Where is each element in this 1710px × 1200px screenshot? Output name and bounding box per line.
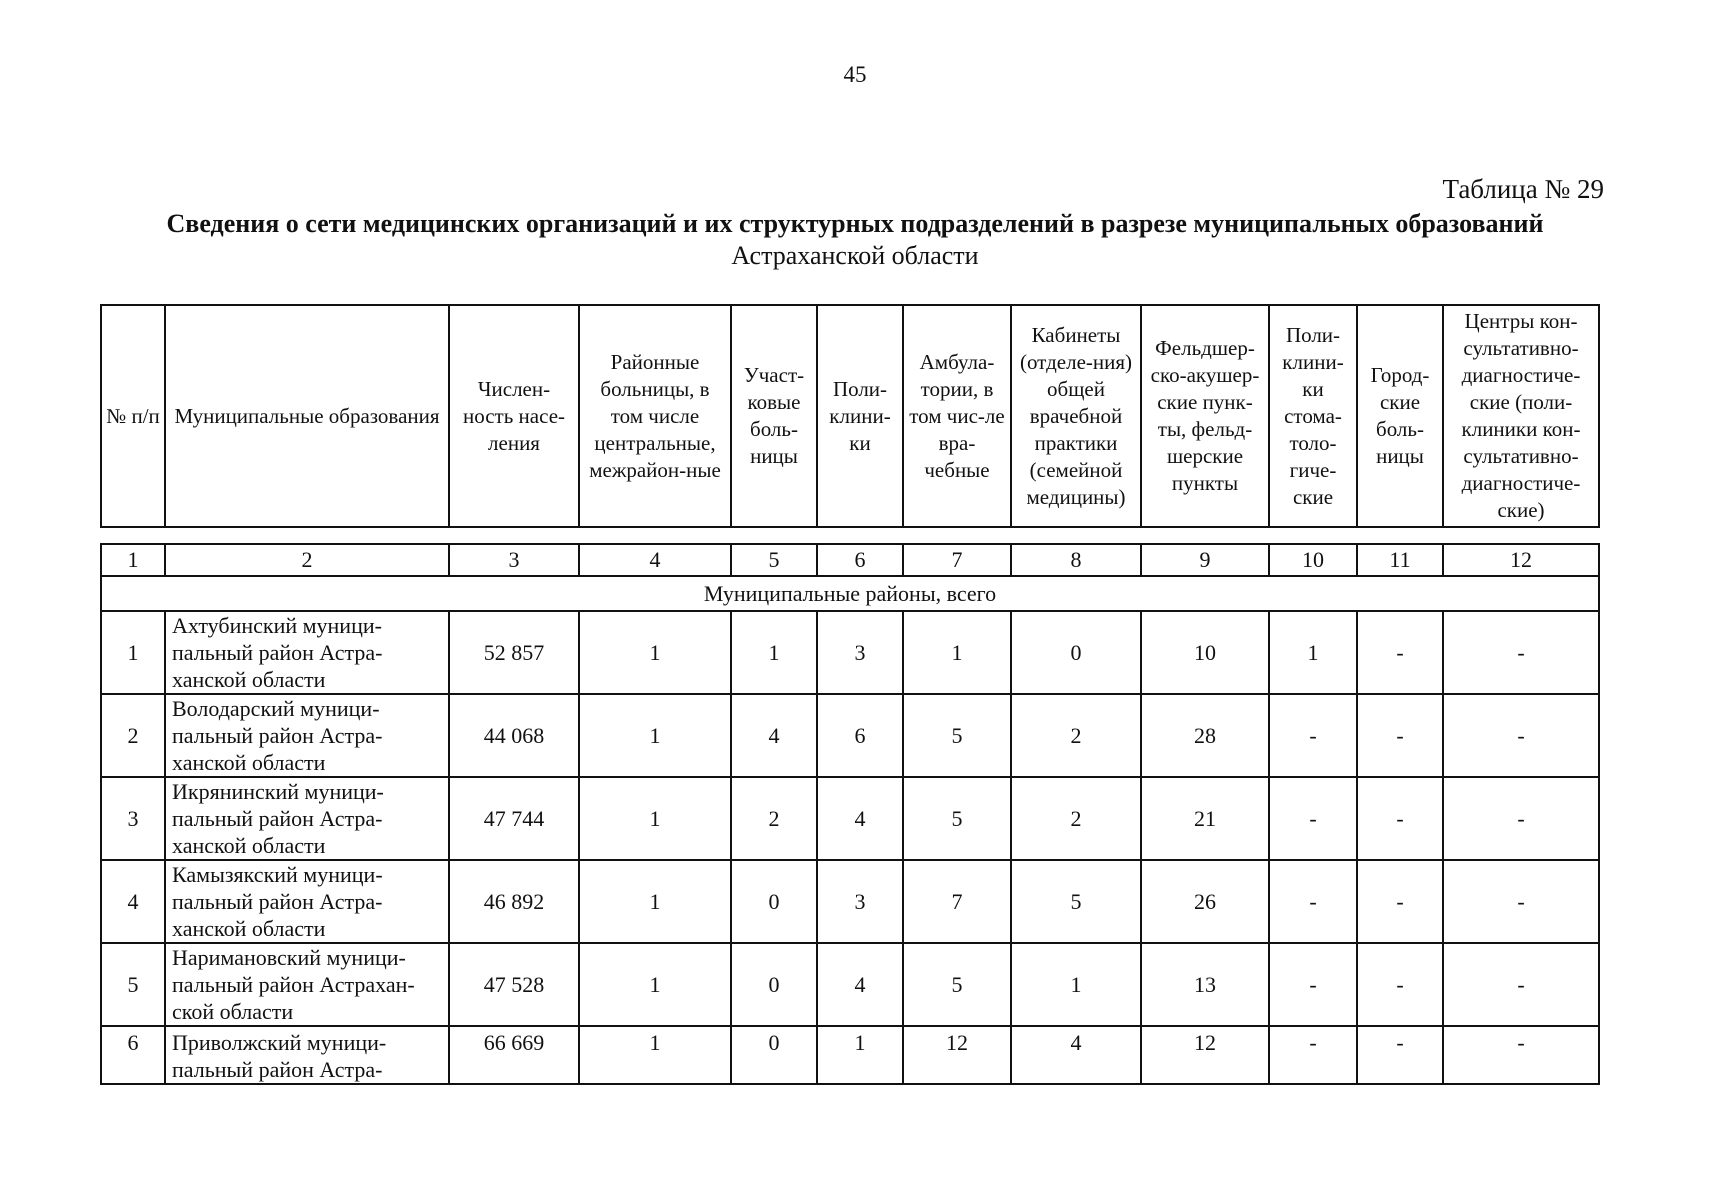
header-cell: Фельдшер-ско-акушер-ские пунк-ты, фельд-шерские пункты: [1141, 305, 1269, 527]
table-cell: 21: [1141, 777, 1269, 860]
table-row: [101, 694, 1599, 777]
section-row: [101, 576, 1599, 611]
table-cell: -: [1269, 1026, 1357, 1084]
table-cell: 10: [1141, 611, 1269, 694]
table-cell: 44 068: [449, 694, 579, 777]
table-cell: 0: [731, 943, 817, 1026]
table-cell: 26: [1141, 860, 1269, 943]
table-cell: 3: [817, 860, 903, 943]
header-cell: Поли-клини-ки стома-толо-гиче-ские: [1269, 305, 1357, 527]
table-cell: 0: [731, 860, 817, 943]
table-cell: 1: [731, 611, 817, 694]
data-table: [100, 543, 1600, 1085]
table-cell: 4: [101, 860, 165, 943]
table-cell: -: [1357, 1026, 1443, 1084]
table-cell: 1: [903, 611, 1011, 694]
municipality-name: Наримановский муници-пальный район Астрахан-ской области: [165, 943, 449, 1026]
table-cell: 47 528: [449, 943, 579, 1026]
column-number: 6: [817, 544, 903, 576]
column-number: 2: [165, 544, 449, 576]
table-cell: 12: [1141, 1026, 1269, 1084]
table-cell: 6: [817, 694, 903, 777]
municipality-name: Приволжский муници-пальный район Астра-: [165, 1026, 449, 1084]
table-cell: -: [1443, 611, 1599, 694]
table-cell: 6: [101, 1026, 165, 1084]
table-cell: 13: [1141, 943, 1269, 1026]
table-cell: 1: [579, 1026, 731, 1084]
column-number: 7: [903, 544, 1011, 576]
table-cell: -: [1443, 694, 1599, 777]
table-cell: 4: [817, 777, 903, 860]
table-cell: -: [1443, 943, 1599, 1026]
table-label: Таблица № 29: [1442, 174, 1604, 204]
table-cell: 2: [731, 777, 817, 860]
header-cell: Кабинеты (отделе-ния) общей врачебной практики (семейной медицины): [1011, 305, 1141, 527]
table-cell: 1: [579, 611, 731, 694]
table-cell: -: [1443, 777, 1599, 860]
table-row: [101, 1026, 1599, 1084]
column-number: 9: [1141, 544, 1269, 576]
header-cell: Муниципальные образования: [165, 305, 449, 527]
header-cell: Районные больницы, в том числе центральные, межрайон-ные: [579, 305, 731, 527]
table-cell: -: [1357, 694, 1443, 777]
table-cell: 0: [731, 1026, 817, 1084]
table-cell: 4: [817, 943, 903, 1026]
table-cell: -: [1357, 943, 1443, 1026]
column-number: 10: [1269, 544, 1357, 576]
column-number: 5: [731, 544, 817, 576]
table-cell: 1: [1011, 943, 1141, 1026]
title-line-2: Астраханской области: [731, 241, 979, 270]
column-number: 3: [449, 544, 579, 576]
table-cell: 1: [579, 694, 731, 777]
table-cell: 3: [101, 777, 165, 860]
table-cell: -: [1269, 943, 1357, 1026]
table-cell: 2: [1011, 694, 1141, 777]
table-cell: 3: [817, 611, 903, 694]
table-cell: -: [1357, 777, 1443, 860]
column-number: 8: [1011, 544, 1141, 576]
table-cell: 2: [101, 694, 165, 777]
table-cell: -: [1269, 694, 1357, 777]
table-cell: 0: [1011, 611, 1141, 694]
table-row: [101, 611, 1599, 694]
municipality-name: Ахтубинский муници-пальный район Астра-ханской области: [165, 611, 449, 694]
header-cell: Город-ские боль-ницы: [1357, 305, 1443, 527]
table-cell: 5: [101, 943, 165, 1026]
table-cell: -: [1269, 777, 1357, 860]
document-title: [120, 208, 1590, 272]
title-line-1: Сведения о сети медицинских организаций и их структурных подразделений в разрезе муниципальных образований: [166, 209, 1544, 238]
table-cell: -: [1269, 860, 1357, 943]
table-cell: 1: [579, 943, 731, 1026]
table-cell: 28: [1141, 694, 1269, 777]
table-cell: 4: [731, 694, 817, 777]
table-cell: -: [1443, 1026, 1599, 1084]
table-cell: 4: [1011, 1026, 1141, 1084]
table-row: [101, 943, 1599, 1026]
table-cell: 5: [903, 777, 1011, 860]
table-cell: 7: [903, 860, 1011, 943]
column-number: 4: [579, 544, 731, 576]
table-cell: 52 857: [449, 611, 579, 694]
table-cell: 1: [1269, 611, 1357, 694]
table-cell: 66 669: [449, 1026, 579, 1084]
header-cell: Участ-ковые боль-ницы: [731, 305, 817, 527]
municipality-name: Икрянинский муници-пальный район Астра-ханской области: [165, 777, 449, 860]
column-number: 11: [1357, 544, 1443, 576]
table-row: [101, 777, 1599, 860]
table-header: [100, 304, 1600, 528]
header-cell: Центры кон-сультативно-диагностиче-ские (поли-клиники кон-сультативно-диагностиче-ские): [1443, 305, 1599, 527]
column-number-row: [101, 544, 1599, 576]
table-cell: -: [1357, 860, 1443, 943]
header-cell: № п/п: [101, 305, 165, 527]
header-cell: Амбула-тории, в том чис-ле вра-чебные: [903, 305, 1011, 527]
table-cell: 2: [1011, 777, 1141, 860]
column-number: 12: [1443, 544, 1599, 576]
table-cell: -: [1443, 860, 1599, 943]
header-cell: Поли-клини-ки: [817, 305, 903, 527]
municipality-name: Камызякский муници-пальный район Астра-ханской области: [165, 860, 449, 943]
page-number: 45: [843, 62, 867, 87]
table-cell: 1: [579, 777, 731, 860]
table-cell: 47 744: [449, 777, 579, 860]
table-cell: 1: [579, 860, 731, 943]
table-row: [101, 860, 1599, 943]
table-cell: 5: [1011, 860, 1141, 943]
table-cell: 1: [817, 1026, 903, 1084]
section-title: Муниципальные районы, всего: [101, 576, 1599, 611]
table-cell: 1: [101, 611, 165, 694]
table-cell: 12: [903, 1026, 1011, 1084]
table-cell: 5: [903, 694, 1011, 777]
column-number: 1: [101, 544, 165, 576]
table-cell: 5: [903, 943, 1011, 1026]
municipality-name: Володарский муници-пальный район Астра-ханской области: [165, 694, 449, 777]
table-cell: 46 892: [449, 860, 579, 943]
header-cell: Числен-ность насе-ления: [449, 305, 579, 527]
table-cell: -: [1357, 611, 1443, 694]
